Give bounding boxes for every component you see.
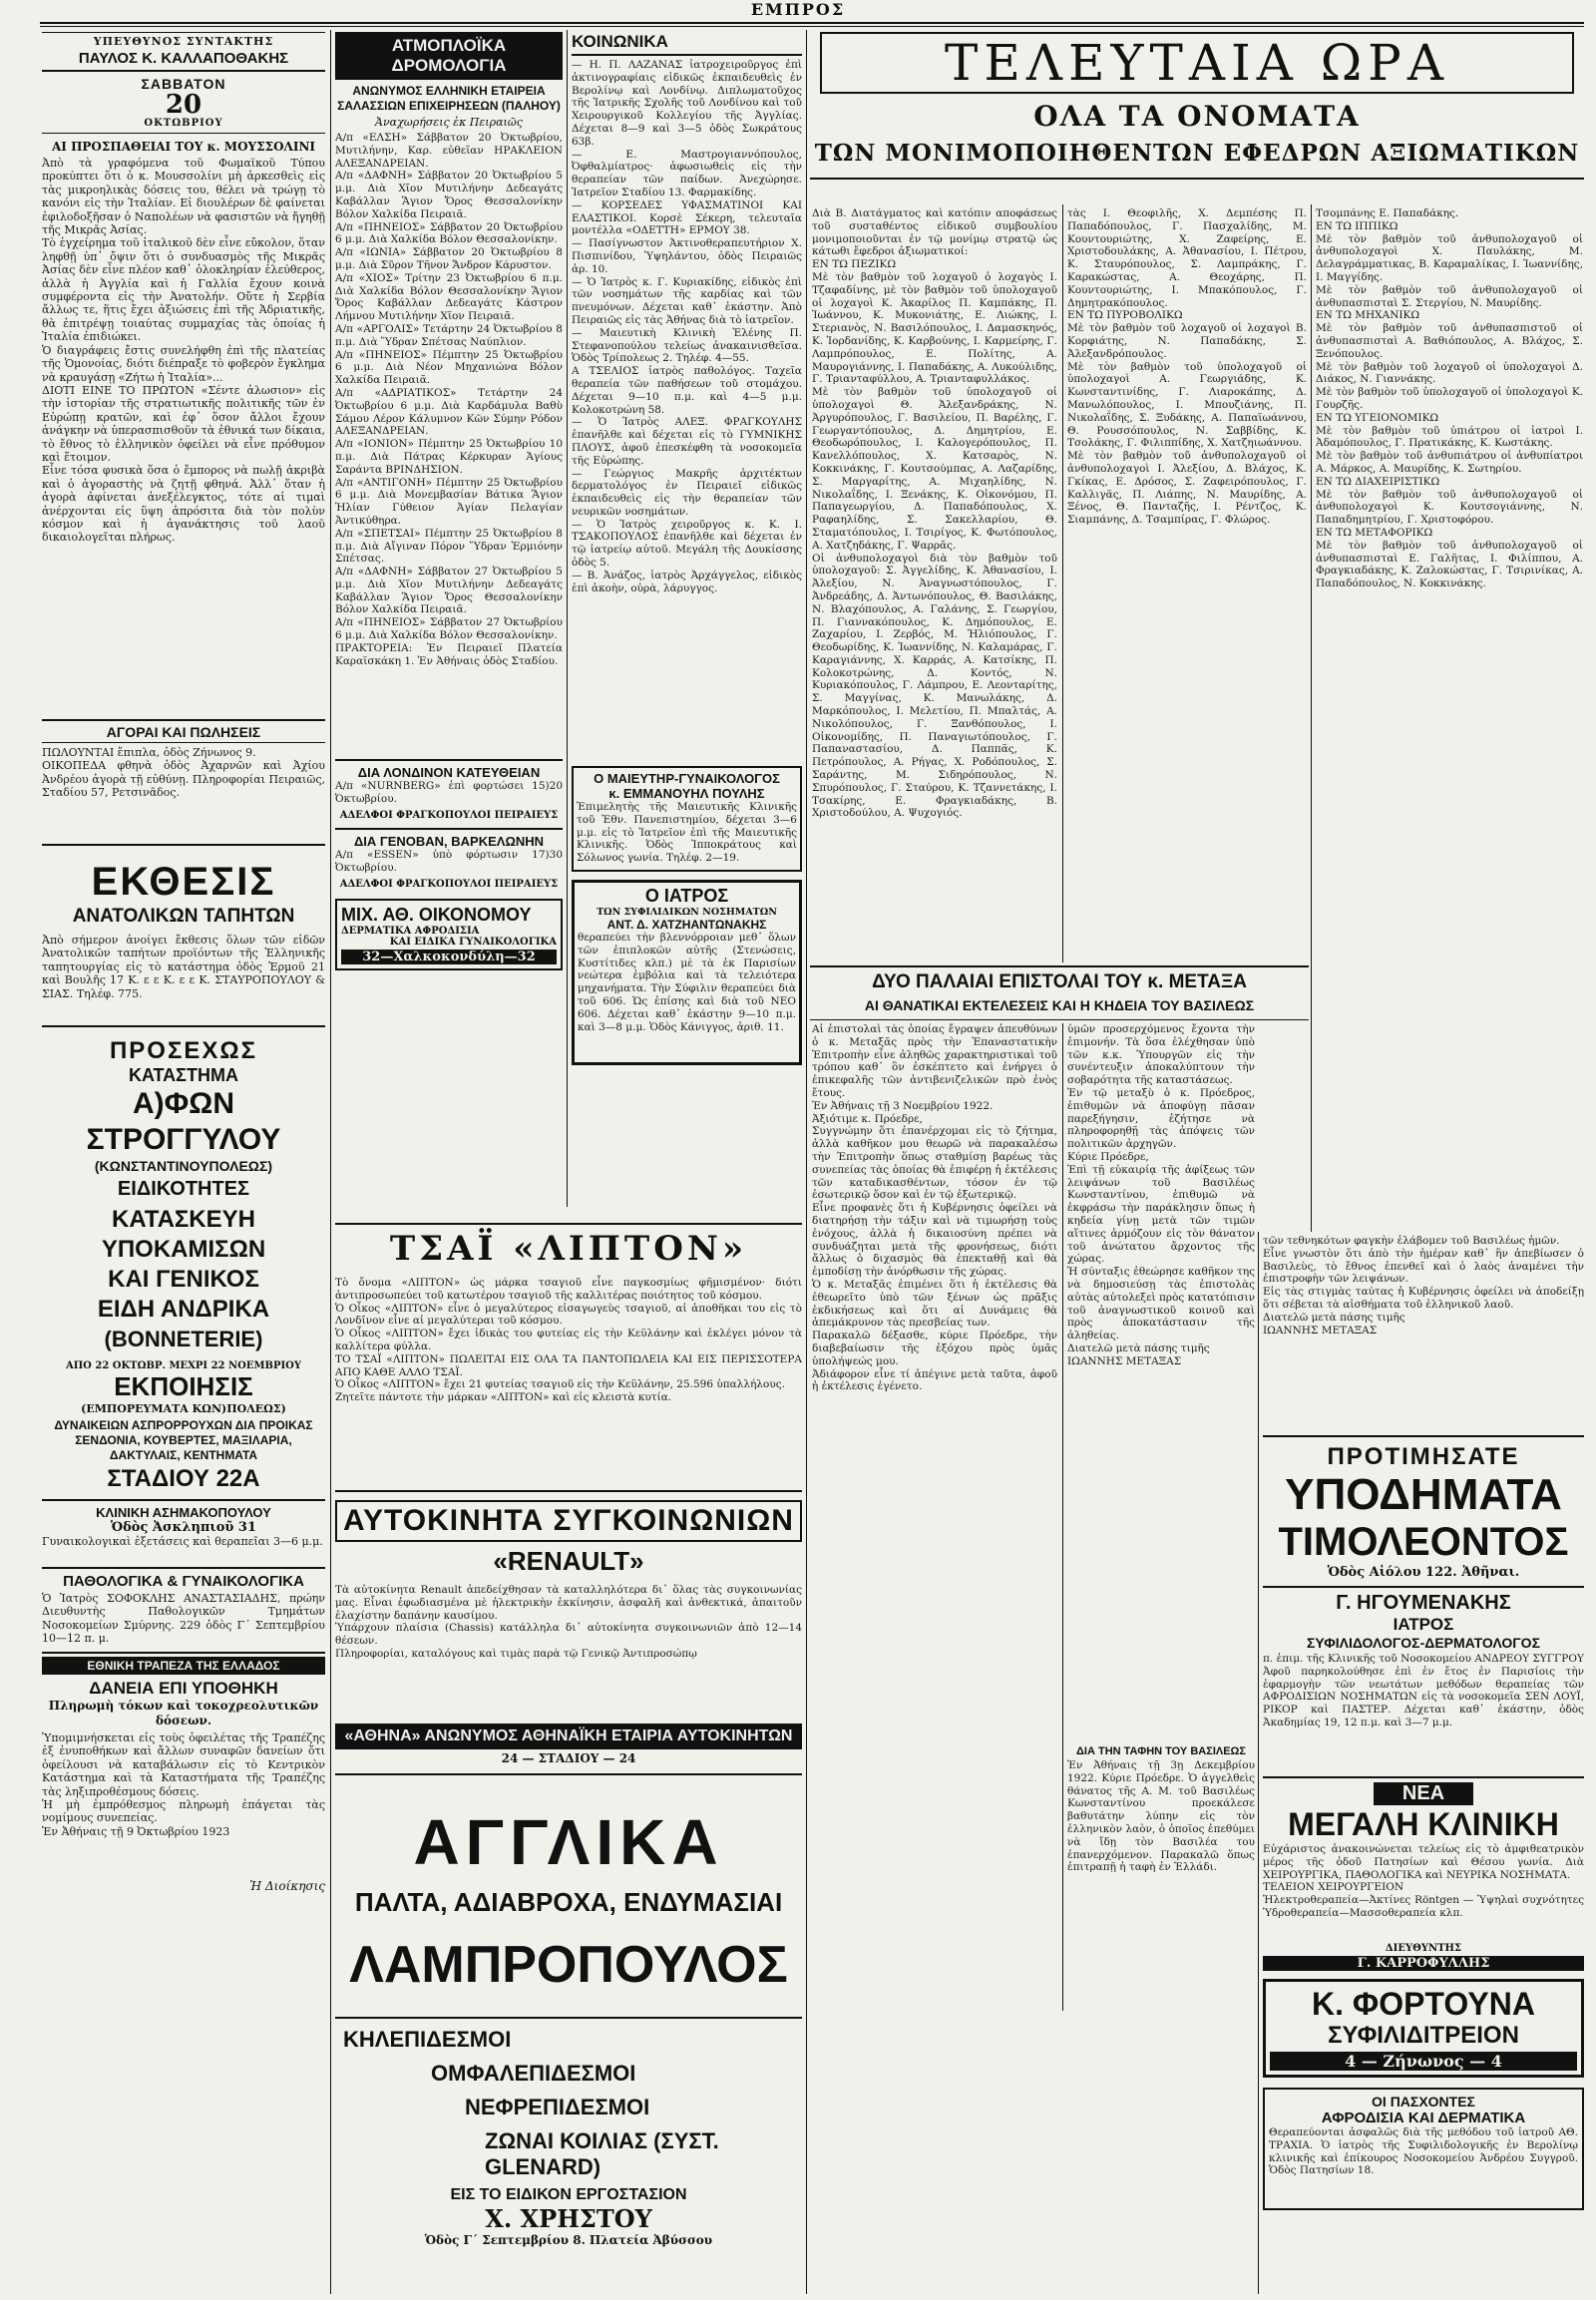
column-divider: [1062, 1023, 1063, 2011]
doctor-specialty: ΚΑΙ ΕΙΔΙΚΑ ΓΥΝΑΙΚΟΛΟΓΙΚΑ: [389, 937, 557, 948]
cars-title: ΑΥΤΟΚΙΝΗΤΑ ΣΥΓΚΟΙΝΩΝΙΩΝ: [335, 1500, 802, 1542]
specialties-label: ΕΙΔΙΚΟΤΗΤΕΣ: [117, 1178, 250, 1200]
masthead-rule: [40, 22, 1584, 24]
shoes-heading: ΠΡΟΤΙΜΗΣΑΤΕ: [1327, 1443, 1520, 1470]
section-rule: [335, 1223, 802, 1225]
belts-item: ΝΕΦΡΕΠΙΔΕΣΜΟΙ: [465, 2095, 650, 2119]
shoes-address: Ὁδὸς Αἰόλου 122. Ἀθῆναι.: [1327, 1565, 1520, 1580]
clinic-name: ΜΕΓΑΛΗ ΚΛΙΝΙΚΗ: [1288, 1806, 1559, 1842]
belts-maker: Χ. ΧΡΗΣΤΟΥ: [485, 2204, 652, 2233]
section-rule: [810, 965, 1309, 967]
midwife-name: κ. ΕΜΜΑΝΟΥΗΛ ΠΟΥΛΗΣ: [608, 786, 765, 801]
clinic-title: ΚΛΙΝΙΚΗ ΑΣΗΜΑΚΟΠΟΥΛΟΥ: [96, 1505, 271, 1520]
english-clothes-title: ΑΓΓΛΙΚΑ: [413, 1806, 724, 1878]
doctor-ad: [335, 899, 563, 970]
clinic-body: Γυναικολογικαὶ ἐξετάσεις καὶ θεραπεῖαι 3—6 μ.μ.: [42, 1535, 323, 1548]
issue-month: ΟΚΤΩΒΡΙΟΥ: [144, 118, 223, 129]
column-divider: [1062, 204, 1063, 962]
doctor2-title: Ο ΙΑΤΡΟΣ: [644, 886, 729, 906]
metaxas-subtitle: ΑΙ ΘΑΝΑΤΙΚΑΙ ΕΚΤΕΛΕΣΕΙΣ ΚΑΙ Η ΚΗΔΕΙΑ ΤΟΥ ΒΑΣΙΛΕΩΣ: [864, 997, 1255, 1013]
column-2: [335, 32, 567, 1219]
shoes-title: ΥΠΟΔΗΜΑΤΑ: [1285, 1470, 1562, 1519]
sufferers-title: ΟΙ ΠΑΣΧΟΝΤΕΣ: [1372, 2094, 1475, 2109]
midwife-body: Ἐπιμελητὴς τῆς Μαιευτικῆς Κλινικῆς τοῦ Ἐθν. Πανεπιστημίου, δέχεται 3—6 μ.μ. εἰς τὸ Ἰατρεῖον ἐπὶ τῆς Μαιευτικῆς Κλινικῆς. Ὁδὸς Ἱπποκράτους καὶ Σόλωνος γωνία. Τηλέφ. 2—19.: [577, 801, 801, 865]
loan-signature: Ἡ Διοίκησις: [249, 1879, 325, 1893]
editor-label: ΥΠΕΥΘΥΝΟΣ ΣΥΝΤΑΚΤΗΣ: [42, 32, 325, 48]
latest-news-header: [810, 32, 1584, 201]
london-title: ΔΙΑ ΛΟΝΔΙΝΟΝ ΚΑΤΕΥΘΕΙΑΝ: [357, 765, 541, 780]
shipping-schedule: Α/π «ΕΛΣΗ» Σάββατον 20 Ὀκτωβρίου, Μυτιλήνην, Καρ. εὐθεῖαν ΗΡΑΚΛΕΙΟΝ ΑΛΕΞΑΝΔΡΕΙΑΝ. Α/π «ΔΑΦΝΗ» Σάββατον 20 Ὀκτωβρίου 5 μ.μ. Διὰ Χῖον Μυτιλήνην Δεδεαγάτς Καβάλλαν Ἅγιον Ὄρος Θεσσαλονίκην Βόλον Χαλκίδα Πειραιᾶ. Α/π «ΠΗΝΕΙΟΣ» Σάββατον 20 Ὀκτωβρίου 6 μ.μ. Διὰ Χαλκίδα Βόλον Θεσσαλονίκην. Α/π «ΙΩΝΙΑ» Σάββατον 20 Ὀκτωβρίου 8 μ.μ. Διὰ Σῦρον Τῆνον Ἄνδρον Κάρυστον. Α/π «ΧΙΟΣ» Τρίτην 23 Ὀκτωβρίου 6 π.μ. Διὰ Χαλκίδα Βόλον Θεσσαλονίκην Ἅγιον Ὄρος Καβάλλαν Δεδεαγάτς Κάστρον Λήμνου Μυτιλήνην Χῖον Πειραιᾶ. Α/π «ΑΡΓΟΛΙΣ» Τετάρτην 24 Ὀκτωβρίου 8 π.μ. Διὰ Ὕδραν Σπέτσας Ναύπλιον. Α/π «ΠΗΝΕΙΟΣ» Πέμπτην 25 Ὀκτωβρίου 6 μ.μ. Διὰ Νέον Μηχανιώνα Βόλον Χαλκίδα Πειραιᾶ. Α/π «ΑΔΡΙΑΤΙΚΟΣ» Τετάρτην 24 Ὀκτωβρίου 6 μ.μ. Διὰ Καρδάμυλα Βαθὺ Σάμου Λέρον Κάλυμνον Κῶν Σύμην Ρόδον ΑΛΕΞΑΝΔΡΕΙΑΝ. Α/π «ΙΟΝΙΟΝ» Πέμπτην 25 Ὀκτωβρίου 10 π.μ. Διὰ Πάτρας Κέρκυραν Ἁγίους Σαράντα ΒΡΙΝΔΗΣΙΟΝ. Α/π «ΑΝΤΙΓΟΝΗ» Πέμπτην 25 Ὀκτωβρίου 6 μ.μ. Διὰ Μονεμβασίαν Βάτικα Ἅγιον Ἠλίαν Γύθειον Ἀγίαν Πελαγίαν Ἀντικύθηρα. Α/π «ΣΠΕΤΣΑΙ» Πέμπτην 25 Ὀκτωβρίου 8 π.μ. Διὰ Αἴγιναν Πόρον Ὕδραν Ἑρμιόνην Σπέτσας. Α/π «ΔΑΦΝΗ» Σάββατον 27 Ὀκτωβρίου 5 μ.μ. Διὰ Χῖον Μυτιλήνην Δεδεαγάτς Καβάλλαν Ἅγιον Ὄρος Θεσσαλονίκην Βόλον Χαλκίδα Πειραιᾶ. Α/π «ΠΗΝΕΙΟΣ» Σάββατον 27 Ὀκτωβρίου 6 μ.μ. Διὰ Χαλκίδα Βόλον Θεσσαλονίκην. ΠΡΑΚΤΟΡΕΙΑ: Ἐν Πειραιεῖ Πλατεία Καραϊσκάκη 1. Ἐν Ἀθήναις ὁδὸς Σταδίου.: [335, 132, 563, 667]
clinic-director-label: ΔΙΕΥΘΥΝΤΗΣ: [1385, 1943, 1462, 1954]
specialty-item: ΕΙΔΗ ΑΝΔΡΙΚΑ: [97, 1296, 270, 1323]
metaxas-subtitle-2: ΔΙΑ ΤΗΝ ΤΑΦΗΝ ΤΟΥ ΒΑΣΙΛΕΩΣ: [1076, 1745, 1246, 1757]
editor-name: ΠΑΥΛΟΣ Κ. ΚΑΛΛΑΠΟΘΑΚΗΣ: [78, 50, 289, 67]
sale-title: ΕΚΠΟΙΗΣΙΣ: [114, 1371, 253, 1401]
column-divider: [330, 30, 331, 2294]
caution-heading: ΠΡΟΣΕΧΩΣ: [109, 1037, 258, 1064]
metaxas-title: ΔΥΟ ΠΑΛΑΙΑΙ ΕΠΙΣΤΟΛΑΙ ΤΟΥ κ. ΜΕΤΑΞΑ: [872, 971, 1247, 992]
dermatologist-body: π. ἐπιμ. τῆς Κλινικῆς τοῦ Νοσοκομείου ΑΝΔΡΕΟΥ ΣΥΓΓΡΟΥ Ἀφοῦ παρηκολούθησε ἐπὶ ἐν ἔτος ἐν Παρισίοις τὴν ἐφαρμογὴν τῶν νεωτάτων μεθόδων θεραπείας τῶν ΑΦΡΟΔΙΣΙΩΝ ΝΟΣΗΜΑΤΩΝ εἰς τὰ νοσοκομεῖα ΣΕΝ ΛΟΥΪ, ΡΙΚΟΡ καὶ ΠΑΣΤΕΡ. Δέχεται καθ᾽ ἑκάστην, ὁδὸς Ἀκαδημίας 19, 12 π.μ. καὶ 3—7 μ.μ.: [1263, 1653, 1584, 1728]
sale-subtitle: (ΕΜΠΟΡΕΥΜΑΤΑ ΚΩΝ)ΠΟΛΕΩΣ): [81, 1402, 286, 1415]
store-label: ΚΑΤΑΣΤΗΜΑ: [129, 1065, 238, 1085]
metaxas-col-2b-text: Ἐν Ἀθήναις τῇ 3ῃ Δεκεμβρίου 1922. Κύριε Πρόεδρε. Ὁ ἀγγελθεὶς θάνατος τῆς Α. Μ. τοῦ Βασιλέως Κωνσταντίνου προεκάλεσε βαθυτάτην λύπην εἰς τὸν ἑλληνικὸν λαὸν, ὁ ὁποῖος ἐπεθύμει νὰ ἴδῃ τὸν Βασιλέα του ἐπανερχόμενον. Παρακαλῶ ὅπως ἐπιτραπῇ ἡ ταφὴ ἐν Ἑλλάδι.: [1067, 1759, 1259, 1874]
belts-address: Ὁδὸς Γ´ Σεπτεμβρίου 8. Πλατεία Ἀβύσσου: [424, 2233, 713, 2247]
news-names-col-2: τὰς Ι. Θεοφιλῆς, Χ. Δεμπέσης Π. Παπαδόπουλος, Γ. Πασχαλίδης, Μ. Κουντουριώτης, Χ. Ζαφείρης, Ε. Χριστοδουλάκης, Α. Ἀθανασίου, Ι. Πέτρου, Κ. Σταυρόπουλος, Σ. Λαμπράκης, Γ. Καρακώστας, Α. Θεοχάρης, Π. Κουντουριώτης, Ι. Μπακόπουλος, Γ. Δημητρακόπουλος. ΕΝ ΤΩ ΠΥΡΟΒΟΛΙΚΩ Μὲ τὸν βαθμὸν τοῦ λοχαγοῦ οἱ λοχαγοὶ Β. Κορφιάτης, Ν. Παπαδάκης, Σ. Ἀλεξανδρόπουλος. Μὲ τὸν βαθμὸν τοῦ ὑπολοχαγοῦ οἱ ὑπολοχαγοὶ Α. Γεωργιάδης, Κ. Κωνσταντινίδης, Γ. Λιαροκάπης, Δ. Μανωλόπουλος, Ι. Μπουζιάνης, Π. Νικολαΐδης, Σ. Ξυδάκης, Α. Παπαϊωάννου, Θ. Ρουσσόπουλος, Ν. Σαββίδης, Κ. Τσολάκης, Γ. Φιλιππίδης, Χ. Χατζηιωάννου. Μὲ τὸν βαθμὸν τοῦ ἀνθυπολοχαγοῦ οἱ ἀνθυπολοχαγοὶ Ι. Ἀλεξίου, Δ. Βλάχος, Κ. Γκίκας, Ε. Δρόσος, Σ. Ζαφειρόπουλος, Γ. Καλλιγᾶς, Π. Λιάπης, Ν. Μαυρίδης, Α. Ξένος, Θ. Πανταζῆς, Ι. Ρέντζος, Κ. Σιαμπάνης, Δ. Τσαμπίρας, Γ. Φλώρος.: [1067, 207, 1307, 527]
lipton-body: Τὸ ὄνομα «ΛΙΠΤΟΝ» ὡς μάρκα τσαγιοῦ εἶνε παγκοσμίως φῆμισμένον· διότι ἀντιπροσωπεύει τοῦ κατωτέρου τσαγιοῦ τῆς καλλιτέρας ποιότητος τοῦ κόσμου. Ὁ Οἶκος «ΛΙΠΤΟΝ» εἶνε ὁ μεγαλύτερος εἰσαγωγεὺς τσαγιοῦ, αἱ ἀποθῆκαι του εἰς τὸ Λονδῖνον εἶνε αἱ μεγαλύτεραι τοῦ κόσμου. Ὁ Οἶκος «ΛΙΠΤΟΝ» ἔχει ἰδικὰς του φυτείας εἰς τὴν Κεϋλάνην καὶ ἐκλέγει μόνον τὰ καλλίτερα φύλλα. ΤΟ ΤΣΑΪ «ΛΙΠΤΟΝ» ΠΩΛΕΙΤΑΙ ΕΙΣ ΟΛΑ ΤΑ ΠΑΝΤΟΠΩΛΕΙΑ ΚΑΙ ΕΙΣ ΠΕΡΙΣΣΟΤΕΡΑ ΑΠΟ ΚΑΘΕ ΑΛΛΟ ΤΣΑΪ. Ὁ Οἶκος «ΛΙΠΤΟΝ» ἔχει 21 φυτείας τσαγιοῦ εἰς τὴν Κεϋλάνην, 25.596 ὑπαλλήλους. Ζητεῖτε πάντοτε τὴν μάρκαν «ΛΙΠΤΟΝ» καὶ εἰς κλειστὰ κυτία.: [335, 1277, 802, 1404]
sale-address: ΣΤΑΔΙΟΥ 22Α: [107, 1465, 260, 1492]
athena-address: 24 — ΣΤΑΔΙΟΥ — 24: [501, 1751, 636, 1765]
departures-label: Ἀναχωρήσεις ἐκ Πειραιῶς: [375, 116, 523, 129]
clinic-description: Εὐχάριστος ἀνακοινώνεται τελείως εἰς τὸ ἀμφιθεατρικὸν μέρος τῆς ὁδοῦ Πατησίων καὶ Θέσου γωνία. Διὰ ΧΕΙΡΟΥΡΓΙΚΑ, ΠΑΘΟΛΟΓΙΚΑ καὶ ΝΕΥΡΙΚΑ ΝΟΣΗΜΑΤΑ. ΤΕΛΕΙΟΝ ΧΕΙΡΟΥΡΓΕΙΟΝ Ἠλεκτροθεραπεία—Ἀκτίνες Röntgen — Ὑψηλαὶ συχνότητες Ὑδροθεραπεία—Μασσοθεραπεία κλπ.: [1263, 1843, 1584, 1919]
specialty-item: ΥΠΟΚΑΜΙΣΩΝ: [101, 1236, 266, 1263]
section-rule: [335, 1773, 802, 1775]
lipton-title: ΤΣΑΪ «ΛΙΠΤΟΝ»: [389, 1229, 748, 1269]
article-body: Ἀπὸ τὰ γραφόμενα τοῦ Φωμαϊκοῦ Τύπου προκύπτει ὅτι ὁ κ. Μουσσολίνι μὴ ἀρκεσθεὶς εἰς τὰς μικροηλικὰς δόσεις του, θέλει νὰ τρώγῃ τὸ κανόνι εἰς τὴν Ἰταλίαν. Εἰ διουλέρων δὲ φαίνεται ἐφιλοδοξῆσαν ὁ Ναπολέων νὰ φασιστῶν νὰ ἤγηθῇ τῆς Μικρᾶς Ἀσίας. Τὸ ἐγχείρημα τοῦ ἰταλικοῦ δὲν εἶνε εὔκολον, ὅταν ληφθῇ ὑπ᾽ ὄψιν ὅτι ὁ συνδυασμὸς τῆς Μικρᾶς Ἀσίας δὲν εἶνε πλέον καθ᾽ ὁλοκληρίαν ἐλεύθερος, ἀλλὰ ἡ Ἀγγλία καὶ ἡ Γαλλία ἔχουν κοινὰ συμφέροντα εἰς τὴν Ἀνατολήν. Οὔτε ἡ Σερβία ἄλλως τε, ἥτις ἔχει ἀξιώσεις ἐπὶ τῆς Ἀδριατικῆς, θὰ ἐπιτρέψῃ τοιαύτας συμμαχίας τὰς ὁποίας ἡ Ἰταλία ἐπιδιώκει. Ὁ διαγράφεις ἔστις συνελήφθη ἐπὶ τῆς πλατείας τῆς Ὁμονοίας, διότι διέπραξε τὸ φοβερὸν ἔγκλημα νὰ κραυγάσῃ «Ζήτω ἡ Ἰταλία»... ΔΙΟΤΙ ΕΙΝΕ ΤΟ ΠΡΩΤΟΝ «Σέντε ἀλωσιον» εἰς τὴν ἱστορίαν τῆς στρατιωτικῆς πολιτικῆς τῶν ἐν Εὐρώπῃ κρατῶν, καὶ ἐφ᾽ ὅσον ἄλλοι ἔχουν ἀνάγκην νὰ ὑπερασπισθοῦν τὰ ἐθνικά των δίκαια, τὸ ἔθνος τὸ ἑλληνικὸν ὀφείλει νὰ εἶνε πρόθυμον καὶ ἕτοιμον. Εἶνε τόσα φυσικὰ ὅσα ὁ ἔμπορος νὰ πωλῇ ἀκριβὰ καὶ ὁ ἀγοραστὴς νὰ ζητῇ φθηνά. Ἀλλ᾽ ὅταν ἡ ἀγορὰ ἀφίνεται ἀνεξέλεγκτος, τότε αἱ τιμαὶ ἀνέρχονται εἰς ὕψη ἀπρόσιτα διὰ τὸν πολὺν κόσμον καὶ ἡ ἀγανάκτησις τοῦ λαοῦ δικαιολογεῖται πλήρως.: [42, 157, 325, 545]
midwife-ad: [572, 766, 802, 872]
specialty-item: ΚΑΙ ΓΕΝΙΚΟΣ: [108, 1266, 259, 1293]
london-body: Α/π «NURNBERG» ἐπὶ φορτώσει 15)20 Ὀκτωβρίου.: [335, 780, 567, 805]
masthead-title: ΕΜΠΡΟΣ: [750, 0, 846, 19]
issue-date: 20: [165, 90, 202, 120]
shipping-company: ΑΝΩΝΥΜΟΣ ΕΛΛΗΝΙΚΗ ΕΤΑΙΡΕΙΑ ΣΑΛΑΣΣΙΩΝ ΕΠΙΧΕΙΡΗΣΕΩΝ (ΠΑΛΗΟΥ): [337, 84, 561, 113]
metaxas-col-2: [1067, 1023, 1259, 2011]
midwife-title: Ο ΜΑΙΕΥΤΗΡ-ΓΥΝΑΙΚΟΛΟΓΟΣ: [594, 771, 780, 786]
loan-body: Ὑπομιμνήσκεται εἰς τοὺς ὀφειλέτας τῆς Τραπέζης ἐξ ἐνυποθήκων καὶ ἄλλων συναφῶν δανείων ὅτι ὀφείλουσι νὰ καταβάλωσιν εἰς τὸ Κεντρικὸν Κατάστημα καὶ τὰ Καταστήματα τῆς Τραπέζης τὰς ληξιπροθέσμους δόσεις. Ἡ μὴ ἐμπρόθεσμος πληρωμὴ ἐπάγεται τὰς νομίμους συνεπείας. Ἐν Ἀθήναις τῇ 9 Ὀκτωβρίου 1923: [42, 1731, 325, 1838]
genoa-title: ΔΙΑ ΓΕΝΟΒΑΝ, ΒΑΡΚΕΛΩΝΗΝ: [353, 834, 545, 849]
doctor2-subtitle: ΤΩΝ ΣΥΦΙΛΙΔΙΚΩΝ ΝΟΣΗΜΑΤΩΝ: [597, 907, 777, 918]
exhibit-body: Ἀπὸ σήμερον ἀνοίγει ἔκθεσις ὅλων τῶν εἰδῶν Ἀνατολικῶν ταπήτων προϊόντων τῆς Ἑλληνικῆς ταπητουργίας εἰς τὸ κατάστημα ὁδὸς Ἑρμοῦ 21 καὶ Βουλῆς 17 Κ. ε ε Κ. ε ε Κ. ΣΤΑΥΡΟΠΟΥΛΟΥ & ΣΙΑΣ. Τηλέφ. 775.: [42, 934, 329, 1000]
news-names-col-1: Διὰ Β. Διατάγματος καὶ κατόπιν αποφάσεως τοῦ συσταθέντος εἰδικοῦ συμβουλίου μονιμοποιοῦνται ἐν τῷ μονίμῳ στρατῷ ὡς κάτωθι ἔφεδροι ἀξιωματικοί: ΕΝ ΤΩ ΠΕΖΙΚΩ Μὲ τὸν βαθμὸν τοῦ λοχαγοῦ ὁ λοχαγὸς Ι. Τζαφαδίνης, μὲ τὸν βαθμὸν τοῦ ὑπολοχαγοῦ οἱ λοχαγοὶ Κ. Ἀκαρίλος Π. Καμπάκης, Π. Ἰωάννου, Κ. Μυκονιάτης, Ε. Λιώκης, Ι. Στεριανὸς, Ν. Βασιλόπουλος, Ι. Δαμασκηνός, Κ. Ἰορδανίδης, Κ. Καρβούνης, Ι. Καρμείρης, Γ. Λαμπρόπουλος, Ε. Πολίτης, Α. Μαυρογιάννης, Ι. Παπαδάκης, Α. Λυκούλιδης, Γ. Τριανταφύλλου, Α. Τριανταφυλλάκος. Μὲ τὸν βαθμὸν τοῦ ὑπολοχαγοῦ οἱ ὑπολοχαγοὶ Θ. Ἀλεξανδράκης, Ν. Ἀργυρόπουλος, Γ. Βασιλείου, Π. Βαρέλης, Γ. Γεωργαντόπουλος, Δ. Δημητρίου, Ε. Θεοδωρόπουλος, Ι. Καλογερόπουλος, Π. Κανελλόπουλος, Χ. Κατσαρὸς, Ν. Κοκκινάκης, Γ. Κουτσούμπας, Α. Λαζαρίδης, Σ. Μαργαρίτης, Α. Μιχαηλίδης, Ν. Νικολαΐδης, Ι. Ξενάκης, Κ. Οἰκονόμου, Π. Παπαγεωργίου, Δ. Παπαδόπουλος, Χ. Ραφαηλίδης, Σ. Σακελλαρίου, Θ. Σταματόπουλος, Ι. Τσιρίγος, Κ. Φωτόπουλος, Α. Χατζηδάκης, Γ. Ψαρρᾶς. Οἱ ἀνθυπολοχαγοὶ διὰ τὸν βαθμὸν τοῦ ὑπολοχαγοῦ: Σ. Ἀγγελίδης, Κ. Ἀθανασίου, Ι. Ἀλεξίου, Ν. Ἀναγνωστόπουλος, Γ. Ἀνδρεάδης, Δ. Ἀντωνόπουλος, Θ. Βασιλάκης, Ν. Βλαχόπουλος, Α. Γαλάνης, Σ. Γεωργίου, Π. Γιαννακόπουλος, Κ. Δημόπουλος, Ε. Ζαχαρίου, Ι. Ζερβός, Μ. Ἠλιόπουλος, Γ. Θεοδωρίδης, Κ. Ἰωαννίδης, Ν. Καλαμάρας, Γ. Καραγιάννης, Χ. Καρράς, Α. Κατσίκης, Π. Κολοκοτρώνης, Δ. Κοντός, Ν. Κυριακόπουλος, Γ. Λάμπρου, Ε. Λεονταρίτης, Σ. Μαγγίνας, Κ. Μανωλάκης, Δ. Μαρκόπουλος, Ι. Μελετίου, Π. Μπαλτάς, Α. Νικολόπουλος, Γ. Ξανθόπουλος, Ι. Οἰκονομίδης, Π. Παναγιωτόπουλος, Γ. Παπαναστασίου, Δ. Παππᾶς, Κ. Πετρόπουλος, Α. Ρήγας, Χ. Ροδόπουλος, Σ. Σαράντης, Μ. Σιδηρόπουλος, Ν. Σπυρόπουλος, Γ. Σταύρου, Κ. Τζαννετάκης, Ι. Τσακίρης, Ε. Φραγκιαδάκης, Β. Χριστοδούλου, Α. Ψυχογιός.: [812, 207, 1057, 820]
doctor2-ad: [572, 880, 802, 1065]
belts-item: ΚΗΛΕΠΙΔΕΣΜΟΙ: [343, 2027, 512, 2052]
column-divider: [1311, 204, 1312, 1232]
metaxas-col-3: τῶν τεθνηκότων φαγκὴν ἐλάβομεν τοῦ Βασιλέως ἡμῶν. Εἶνε γνωστὸν ὅτι ἀπὸ τὴν ἡμέραν καθ᾽ ἣν ἀπεβίωσεν ὁ Βασιλεὺς, τὸ ἔθνος ἐπενθεῖ καὶ ὁ λαὸς ἀναμένει τὴν ἐπιστροφὴν τῶν λειψάνων. Εἰς τὰς στιγμὰς ταύτας ἡ Κυβέρνησις ὀφείλει νὰ ἀποδείξῃ ὅτι σέβεται τὰ αἰσθήματα τοῦ ἑλληνικοῦ λαοῦ. Διατελῶ μετὰ πάσης τιμῆς ΙΩΑΝΝΗΣ ΜΕΤΑΞΑΣ: [1263, 1235, 1584, 1337]
sufferers-body: Θεραπεύονται ἀσφαλῶς διὰ τῆς μεθόδου τοῦ ἰατροῦ ΑΘ. ΤΡΑΧΙΑ. Ὁ ἰατρὸς τῆς Συφιλιδολογικῆς ἐν Βερολίνῳ κλινικῆς καὶ ἐπίκουρος Νοσοκομείου Ἀνδρέου Συγγροῦ. Ὁδὸς Πατησίων 18.: [1269, 2126, 1582, 2177]
cars-brand: «RENAULT»: [493, 1546, 644, 1576]
sale-items: ΔΥΝΑΙΚΕΙΩΝ ΑΣΠΡΟΡΡΟΥΧΩΝ ΔΙΑ ΠΡΟΙΚΑΣ ΣΕΝΔΟΝΙΑ, ΚΟΥΒΕΡΤΕΣ, ΜΑΞΙΛΑΡΙΑ, ΔΑΚΤΥΛΑΙΣ, ΚΕΝΤΗΜΑΤΑ: [54, 1418, 313, 1462]
latest-news-subtitle: ΟΛΑ ΤΑ ΟΝΟΜΑΤΑ: [1033, 100, 1361, 133]
column-divider: [1258, 1232, 1259, 2294]
social-body: — Η. Π. ΛΑΖΑΝΑΣ ἰατροχειροῦργος ἐπὶ ἀκτινογραφίαις εἰδικῶς ἐκπαιδευθεὶς ἐν Βερολίνῳ καὶ Λονδίνῳ. Διπλωματοῦχος τῆς Ἰατρικῆς Σχολῆς τοῦ Λονδίνου καὶ τοῦ Χειρουργικοῦ Κολλεγίου τῆς Ἀγγλίας. Δέχεται 8—9 καὶ 3—5 ὁδὸς Σωκράτους 63β. — Ε. Μαστρογιαννόπουλος, Ὀφθαλμίατρος· ἀφωσιωθεὶς εἰς τὴν θεραπείαν τῶν παίδων. Ἀνεχώρησε. Ἰατρεῖον Σταδίου 13. Φαρμακίδης. — ΚΟΡΣΕΔΕΣ ΥΦΑΣΜΑΤΙΝΟΙ ΚΑΙ ΕΛΑΣΤΙΚΟΙ. Κορσὲ Σέκερη, τελευταῖα μοντέλλα «ΟΔΕΤΤΗ» ΕΡΜΟΥ 38. — Πασίγνωστον Ἀκτινοθεραπευτήριον Χ. Πισπινίδου, Ὑψηλάντου, ὁδὸς Πειραιῶς ἀρ. 10. — Ὁ Ἰατρὸς κ. Γ. Κυριακίδης, εἰδικὸς ἐπὶ τῶν νοσημάτων τῆς καρδίας καὶ τῶν πνευμόνων. Δέχεται καθ᾽ ἑκάστην. Ἀπὸ Πειραιῶς εἰς τὰς Ἀθήνας διὰ τὸ ἰατρεῖον. — Μαιευτικὴ Κλινικὴ Ἑλένης Π. Στεφανοπούλου τελείως ἀνακαινισθεῖσα. Ὁδὸς Τρίπολεως 2. Τηλέφ. 4—55. Α ΤΣΕΛΙΟΣ ἰατρὸς παθολόγος. Ταχεῖα θεραπεία τῶν παθήσεων τοῦ στομάχου. Δέχεται 9—10 π.μ. καὶ 4—5 μ.μ. Κολοκοτρώνη 58. — Ὁ Ἰατρὸς ΑΛΕΞ. ΦΡΑΓΚΟΥΛΗΣ ἐπανῆλθε καὶ δέχεται εἰς τὸ ΓΥΜΝΙΚΗΣ ΠΛΟΥΣ, ἀφοῦ ἐπεσκέφθη τὰ νοσοκομεῖα τῆς Εὐρώπης. — Γεώργιος Μακρῆς ἀρχιτέκτων δερματολόγος ἐν Πειραιεῖ εἰδικῶς ἐκπαιδευθεὶς εἰς τὴν θεραπείαν τῶν νευρικῶν νοσημάτων. — Ὁ Ἰατρὸς χειροῦργος κ. Κ. Ι. ΤΣΑΚΟΠΟΥΛΟΣ ἐπανῆλθε καὶ δέχεται ἐν τῷ ἰατρείῳ αὐτοῦ. Μεγάλη τῆς Δουκίσσης ὁδὸς 5. — Β. Ἀνάζος, ἰατρὸς Ἀρχάγγελος, εἰδικὸς ἐπὶ ἀκοὴν, οὐρὰ, λάρυγγος.: [572, 59, 802, 594]
agent-name: ΑΔΕΛΦΟΙ ΦΡΑΓΚΟΠΟΥΛΟΙ ΠΕΙΡΑΙΕΥΣ: [339, 810, 559, 821]
metaxas-col-1: Αἱ ἐπιστολαὶ τὰς ὁποίας ἔγραψεν ἀπευθύνων ὁ κ. Μεταξᾶς πρὸς τὴν Ἐπαναστατικὴν Ἐπιτροπὴν εἶνε ἀληθῶς χαρακτηριστικαὶ τοῦ τρόπου καθ᾽ ὃν ἐσκέπτετο καὶ ἐνήργει ὁ ἐπικεφαλῆς τῶν ἀντιβενιζελικῶν πρὸ ἐνὸς ἔτους. Ἐν Ἀθήναις τῇ 3 Νοεμβρίου 1922. Ἀξιότιμε κ. Πρόεδρε, Συγγνώμην ὅτι ἐπανέρχομαι εἰς τὸ ζήτημα, ἀλλὰ καθῆκον μου θεωρῶ νὰ παρακαλέσω τὴν Ἐπιτροπὴν ὅπως σταθμίσῃ βαρέως τὰς συνεπείας τὰς ὁποίας θὰ ἐπιφέρῃ ἡ ἐκτέλεσις τῶν καταδικασθέντων, τόσον ἐν τῷ ἐσωτερικῷ ὅσον καὶ ἐν τῷ ἐξωτερικῷ. Εἶνε προφανὲς ὅτι ἡ Κυβέρνησις ὀφείλει νὰ διατηρήσῃ τὴν τάξιν καὶ νὰ τιμωρήσῃ τοὺς ἐνόχους, ἀλλὰ ἡ δικαιοσύνη πρέπει νὰ συνδυάζηται μετὰ τῆς φρονήσεως, διότι ἄλλως ὁ διχασμὸς θὰ ἐπεκταθῇ καὶ θὰ ἐμποδίσῃ τὴν ἀνόρθωσιν τῆς χώρας. Ὁ κ. Μεταξᾶς ἐπιμένει ὅτι ἡ ἐκτέλεσις θὰ ἐθεωρεῖτο ὑπὸ τῶν ξένων ὡς πρᾶξις ἐκδικήσεως καὶ ὅτι αἱ Δυνάμεις θὰ ἀπεμάκρυνον τὰς πρεσβείας των. Παρακαλῶ δέξασθε, κύριε Πρόεδρε, τὴν διαβεβαίωσιν τῆς ἐξόχου πρὸς ὑμᾶς ὑπολήψεώς μου. Ἀδιάφορον εἶνε τί ἀπέγινε μετὰ ταῦτα, ἀφοῦ ἡ ἐκτέλεσις ἐγένετο.: [812, 1023, 1057, 1393]
doctor2-name: ΑΝΤ. Δ. ΧΑΤΖΗΑΝΤΩΝΑΚΗΣ: [606, 918, 767, 932]
latest-news-subtitle: ΤΩΝ ΜΟΝΙΜΟΠΟΙΗΘΕΝΤΩΝ ΕΦΕΔΡΩΝ ΑΞΙΩΜΑΤΙΚΩΝ: [814, 140, 1580, 167]
center-ads: [335, 1229, 802, 2292]
athena-company: «ΑΘΗΝΑ» ΑΝΩΝΥΜΟΣ ΑΘΗΝΑΪΚΗ ΕΤΑΙΡΙΑ ΑΥΤΟΚΙΝΗΤΩΝ: [335, 1724, 802, 1749]
metaxas-col-2-text: ὑμῶν προσερχόμενος ἔχοντα τὴν ἐπιμονήν. Τὰ ὅσα ἐλέχθησαν ὑπὸ τῶν κ.κ. Ὑπουργῶν εἰς τὴν συνέντευξιν ἀποκαλύπτουν τὴν σοβαρότητα τῆς καταστάσεως. Ἐν τῷ μεταξὺ ὁ κ. Πρόεδρος, ἐπιθυμῶν νὰ ἀποφύγῃ πᾶσαν παρεξήγησιν, ἐζήτησε νὰ πληροφορηθῇ τὰς ἀπόψεις τῶν πολιτικῶν ἀρχηγῶν. Κύριε Πρόεδρε, Ἐπὶ τῇ εὐκαιρίᾳ τῆς ἀφίξεως τῶν λειψάνων τοῦ Βασιλέως Κωνσταντίνου, ἐπιθυμῶ νὰ ἐκφράσω τὴν παράκλησιν ὅπως ἡ κηδεία γίνῃ μετὰ τῶν τιμῶν αἵτινες ἁρμόζουν εἰς τὸν θάνατον τοῦ ἀνώτατου ἄρχοντος τῆς χώρας. Ἡ σύνταξις ἐθεώρησε καθῆκον της νὰ δημοσιεύσῃ τὰς ἐπιστολὰς αὐτὰς αὐτολεξεὶ πρὸς κατατόπισιν τοῦ ἀναγνωστικοῦ κοινοῦ καὶ πρὸς ἀποκατάστασιν τῆς ἀληθείας. Διατελῶ μετὰ πάσης τιμῆς ΙΩΑΝΝΗΣ ΜΕΤΑΞΑΣ: [1067, 1023, 1255, 1367]
belts-factory: ΕΙΣ ΤΟ ΕΙΔΙΚΟΝ ΕΡΓΟΣΤΑΣΙΟΝ: [450, 2186, 687, 2203]
doctor-address: 32—Χαλκοκονδύλη—32: [341, 950, 557, 964]
pathology-title: ΠΑΘΟΛΟΓΙΚΑ & ΓΥΝΑΙΚΟΛΟΓΙΚΑ: [63, 1573, 304, 1590]
store-name: Α)ΦΩΝ ΣΤΡΟΓΓΥΛΟΥ: [86, 1087, 281, 1156]
market-body: ΠΩΛΟΥΝΤΑΙ ἔπιπλα, ὁδὸς Ζήνωνος 9. ΟΙΚΟΠΕΔΑ φθηνὰ ὁδὸς Ἀχαρνῶν καὶ Ἀχίου Ἀνδρέου ἀγορὰ τῇ εὐθύνῃ. Πληροφορίαι Πειραιῶς, Σταδίου 57, Ρετσινᾶδος.: [42, 746, 325, 800]
dermatologist-subtitle: ΣΥΦΙΛΙΔΟΛΟΓΟΣ-ΔΕΡΜΑΤΟΛΟΓΟΣ: [1307, 1635, 1540, 1651]
doctor2-body: θεραπεύει τὴν βλεννόρροιαν μεθ᾽ ὅλων τῶν ἐπιπλοκῶν αὐτῆς (Στενώσεις, Κυστίτιδες κλπ.) μὲ τὰ ἐκ Παρισίων νεώτερα ἐμβόλια καὶ τὰ τελειότερα μηχανήματα. Τὴν Σύφιλιν θεραπεύει διὰ τοῦ 606. Ὡς ἐπίσης καὶ διὰ τοῦ ΝΕΟ 606. Δέχεται καθ᾽ ἑκάστην 9—10 π.μ. καὶ 3—8 μ.μ. Ὁδὸς Κάνιγγος, ἀριθ. 11.: [578, 932, 800, 1033]
shipping-title: ΑΤΜΟΠΛΟΪΚΑ ΔΡΟΜΟΛΟΓΙΑ: [335, 32, 563, 80]
sale-dates: ΑΠΟ 22 ΟΚΤΩΒΡ. ΜΕΧΡΙ 22 ΝΟΕΜΒΡΙΟΥ: [65, 1360, 302, 1371]
clinic-new-label: ΝΕΑ: [1374, 1782, 1473, 1805]
issue-day: ΣΑΒΒΑΤΟΝ: [141, 76, 226, 92]
doctor-name: ΜΙΧ. ΑΘ. ΟΙΚΟΝΟΜΟΥ: [341, 905, 532, 925]
belts-item: ΟΜΦΑΛΕΠΙΔΕΣΜΟΙ: [431, 2061, 636, 2086]
specialty-item: (BONNETERIE): [104, 1327, 263, 1351]
pathology-body: Ὁ Ἰατρὸς ΣΟΦΟΚΛΗΣ ΑΝΑΣΤΑΣΙΑΔΗΣ, πρώην Διευθυντὴς Παθολογικῶν Τμημάτων Νοσοκομείων Σμύρνης. 229 ὁδὸς Γ´ Σεπτεμβρίου 10—12 π. μ.: [42, 1592, 329, 1646]
section-rule: [810, 1019, 1309, 1020]
column-divider: [567, 30, 568, 1207]
english-clothes-subtitle: ΠΑΛΤΑ, ΑΔΙΑΒΡΟΧΑ, ΕΝΔΥΜΑΣΙΑΙ: [354, 1887, 783, 1917]
bank-title: ΕΘΝΙΚΗ ΤΡΑΠΕΖΑ ΤΗΣ ΕΛΛΑΔΟΣ: [42, 1657, 325, 1675]
news-names-col-3: Τσομπάνης Ε. Παπαδάκης. ΕΝ ΤΩ ΙΠΠΙΚΩ Μὲ τὸν βαθμὸν τοῦ ἀνθυπολοχαγοῦ οἱ ἀνθυπολοχαγοὶ Χ. Παυλάκης, Μ. Δελαγράμματικας, Β. Καραμαλίκας, Ι. Ἰωαννίδης, Ι. Μαγγίδης. Μὲ τὸν βαθμὸν τοῦ ἀνθυπολοχαγοῦ οἱ ἀνθυπασπισταὶ Σ. Στεργίου, Ν. Μαυρίδης. ΕΝ ΤΩ ΜΗΧΑΝΙΚΩ Μὲ τὸν βαθμὸν τοῦ ἀνθυπασπιστοῦ οἱ ἀνθυπασπισταὶ Α. Βαθιόπουλος, Α. Βλάχος, Σ. Ξενόπουλος. Μὲ τὸν βαθμὸν τοῦ λοχαγοῦ οἱ ὑπολοχαγοὶ Δ. Διάκος, Ν. Γιαννάκης. Μὲ τὸν βαθμὸν τοῦ ὑπολοχαγοῦ οἱ ὑπολοχαγοὶ Κ. Γουρζῆς. ΕΝ ΤΩ ΥΓΕΙΟΝΟΜΙΚΩ Μὲ τὸν βαθμὸν τοῦ ὑπιάτρου οἱ ἰατροὶ Ι. Ἀδαμόπουλος, Γ. Πρατικάκης, Κ. Κωστάκης. Μὲ τὸν βαθμὸν τοῦ ἀνθυπιάτρου οἱ ἀνθυπίατροι Α. Μάρκος, Α. Μαυρίδης, Κ. Σωτηρίου. ΕΝ ΤΩ ΔΙΑΧΕΙΡΙΣΤΙΚΩ Μὲ τὸν βαθμὸν τοῦ ἀνθυπολοχαγοῦ οἱ ἀνθυπολοχαγοὶ Κ. Κουτσογιάννης, Ν. Παπαδημητρίου, Γ. Χριστοφόρου. ΕΝ ΤΩ ΜΕΤΑΦΟΡΙΚΩ Μὲ τὸν βαθμὸν τοῦ ἀνθυπολοχαγοῦ οἱ ἀνθυπασπισταὶ Ε. Γαλῆτας, Ι. Φιλίππου, Α. Φραγκιαδάκης, Κ. Ζαλοκώστας, Γ. Τσιρινίκας, Α. Παπαδόπουλος, Ν. Κοκκινάκης.: [1316, 207, 1583, 590]
exhibit-title: ΕΚΘΕΣΙΣ: [91, 860, 276, 904]
sufferers-ad: [1263, 2088, 1584, 2210]
article-heading: ΑΙ ΠΡΟΣΠΑΘΕΙΑΙ ΤΟΥ κ. ΜΟΥΣΣΟΛΙΝΙ: [51, 140, 316, 154]
clinic-director: Γ. ΚΑΡΡΟΦΥΛΛΗΣ: [1263, 1956, 1584, 1971]
dermatologist-title: ΙΑΤΡΟΣ: [1393, 1615, 1454, 1634]
news-rule: [810, 178, 1584, 180]
fortuna-subtitle: ΣΥΦΙΛΙΔΙΤΡΕΙΟΝ: [1328, 2022, 1519, 2049]
section-rule: [335, 1490, 802, 1492]
column-divider: [806, 30, 807, 2294]
column-3: [572, 32, 802, 1209]
cars-body: Τὰ αὐτοκίνητα Renault ἀπεδείχθησαν τὰ καταλληλότερα δι᾽ ὅλας τὰς συγκοινωνίας μας. Εἶναι ἐφωδιασμένα μὲ ἠλεκτρικὴν ἐκκίνησιν, ἀσφαλῆ καὶ ἀνθεκτικά, ἀπαιτοῦν ἐλαχίστην δαπάνην καυσίμου. Ὑπάρχουν πλαίσια (Chassis) κατάλληλα δι᾽ αὐτοκίνητα συγκοινωνιῶν ἀπὸ 12—14 θέσεων. Πληροφορίαι, καταλόγους καὶ τιμὰς παρὰ τῷ Γενικῷ Ἀντιπροσώπῳ: [335, 1584, 802, 1660]
sufferers-subtitle: ΑΦΡΟΔΙΣΙΑ ΚΑΙ ΔΕΡΜΑΤΙΚΑ: [1321, 2109, 1526, 2126]
latest-news-title: ΤΕΛΕΥΤΑΙΑ ΩΡΑ: [945, 34, 1449, 92]
belts-ad: [335, 2027, 802, 2288]
loan-title: ΔΑΝΕΙΑ ΕΠΙ ΥΠΟΘΗΚΗ: [89, 1679, 278, 1698]
agent-name: ΑΔΕΛΦΟΙ ΦΡΑΓΚΟΠΟΥΛΟΙ ΠΕΙΡΑΙΕΥΣ: [339, 879, 559, 890]
masthead-rule-thin: [40, 26, 1584, 27]
loan-subtitle: Πληρωμὴ τόκων καὶ τοκοχρεολυτικῶν δόσεων.: [48, 1699, 319, 1727]
right-lower-column: [1263, 1235, 1584, 2292]
section-rule: [335, 2017, 802, 2019]
fortuna-address: 4 — Ζήνωνος — 4: [1270, 2052, 1577, 2071]
fortuna-ad: [1263, 1979, 1584, 2078]
social-title: ΚΟΙΝΩΝΙΚΑ: [572, 32, 802, 56]
exhibit-subtitle: ΑΝΑΤΟΛΙΚΩΝ ΤΑΠΗΤΩΝ: [72, 906, 295, 927]
shoes-brand: ΤΙΜΟΛΕΟΝΤΟΣ: [1278, 1520, 1569, 1564]
market-title: ΑΓΟΡΑΙ ΚΑΙ ΠΩΛΗΣΕΙΣ: [106, 724, 261, 740]
doctor-specialty: ΔΕΡΜΑΤΙΚΑ ΑΦΡΟΔΙΣΙΑ: [341, 926, 480, 937]
lambropoulos-name: ΛΑΜΠΡΟΠΟΥΛΟΣ: [349, 1936, 788, 1994]
store-origin: (ΚΩΝΣΤΑΝΤΙΝΟΥΠΟΛΕΩΣ): [94, 1158, 273, 1174]
belts-item: ΖΩΝΑΙ ΚΟΙΛΙΑΣ (ΣΥΣΤ. GLENARD): [485, 2128, 719, 2179]
dermatologist-name: Γ. ΗΓΟΥΜΕΝΑΚΗΣ: [1336, 1592, 1511, 1614]
specialty-item: ΚΑΤΑΣΚΕΥΗ: [112, 1206, 255, 1233]
genoa-body: Α/π «ESSEN» ὑπὸ φόρτωσιν 17)30 Ὀκτωβρίου.: [335, 849, 567, 874]
clinic-address: Ὁδὸς Ἀσκληπιοῦ 31: [110, 1520, 257, 1535]
fortuna-name: Κ. ΦΟΡΤΟΥΝΑ: [1312, 1986, 1535, 2022]
column-1: [42, 32, 329, 2296]
